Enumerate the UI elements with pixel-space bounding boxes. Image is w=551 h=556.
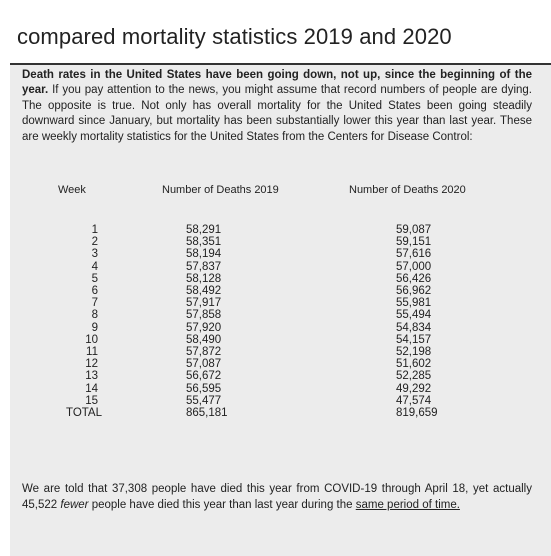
intro-body: If you pay attention to the news, you might assume that record numbers of people are dying. The opposite is true. Not only has overall mortality for the United States been going steadily downward since January, but mortality has been substantially lower this year than last year. These are weekly mortality statistics for the United States from the Centers for Disease Control:: [22, 84, 532, 143]
deaths-2020-cell: 56,426: [396, 272, 432, 285]
deaths-2019-cell: 57,837: [186, 260, 222, 273]
week-cell: 5: [91, 272, 98, 285]
deaths-2019-cell: 58,492: [186, 285, 222, 298]
deaths-2020-cell: 52,198: [396, 346, 432, 359]
conclusion-text-start: We are told that 37,308 people have died this year from COVID-19 through April 18, yet actually 45,522: [22, 483, 532, 511]
deaths-2019-cell: 58,194: [186, 248, 222, 261]
deaths-2020-cell: 49,292: [396, 382, 432, 395]
conclusion-emphasis: fewer: [60, 499, 89, 511]
deaths-2019-cell: 865,181: [186, 407, 228, 420]
deaths-2020-cell: 59,087: [396, 224, 432, 236]
deaths-2020-cell: 54,157: [396, 333, 432, 346]
deaths-2019-cell: 56,672: [186, 370, 222, 383]
deaths-2019-cell: 57,917: [186, 297, 222, 310]
week-cell: 8: [91, 309, 98, 322]
week-cell: 14: [85, 382, 98, 395]
deaths-2019-cell: 57,872: [186, 346, 222, 359]
week-cell: 11: [86, 346, 98, 359]
week-cell: TOTAL: [66, 407, 102, 420]
deaths-2019-cell: 58,128: [186, 272, 222, 285]
week-cell: 1: [91, 224, 98, 236]
week-cell: 7: [91, 297, 98, 310]
deaths-2019-cell: 57,858: [186, 309, 222, 322]
deaths-2020-cell: 55,981: [396, 297, 432, 310]
header-deaths-2020: Number of Deaths 2020: [349, 184, 466, 196]
intro-lead: Death rates in the United States have been going down, not up, since the beginning of the year.: [22, 69, 532, 97]
week-cell: 3: [91, 248, 98, 261]
deaths-2019-cell: 57,920: [186, 321, 222, 334]
week-cell: 6: [91, 285, 98, 298]
week-cell: 15: [85, 394, 98, 407]
week-cell: 10: [85, 333, 98, 346]
week-cell: 2: [91, 236, 98, 249]
deaths-2019-cell: 58,351: [186, 236, 222, 249]
article-clipping: [10, 65, 551, 556]
conclusion-paragraph: [22, 481, 532, 513]
deaths-2020-cell: 52,285: [396, 370, 432, 383]
conclusion-text-middle: people have died this year than last year during the: [88, 499, 356, 511]
week-cell: 12: [85, 358, 98, 371]
deaths-2020-cell: 59,151: [396, 236, 432, 249]
header-week: Week: [58, 184, 86, 196]
week-cell: 13: [85, 370, 98, 383]
deaths-2020-cell: 57,000: [396, 260, 432, 273]
week-cell: 9: [91, 321, 98, 334]
deaths-2019-cell: 58,490: [186, 333, 222, 346]
intro-paragraph: [22, 68, 532, 145]
header-deaths-2019: Number of Deaths 2019: [162, 184, 279, 196]
deaths-2020-column: [396, 224, 438, 419]
deaths-2020-cell: 57,616: [396, 248, 432, 261]
deaths-2020-cell: 56,962: [396, 285, 432, 298]
deaths-2019-cell: 57,087: [186, 358, 222, 371]
deaths-2020-cell: 47,574: [396, 394, 432, 407]
deaths-2020-cell: 55,494: [396, 309, 432, 322]
deaths-2019-cell: 56,595: [186, 382, 222, 395]
deaths-2019-cell: 55,477: [186, 394, 222, 407]
deaths-2019-cell: 58,291: [186, 224, 222, 236]
deaths-2020-cell: 54,834: [396, 321, 432, 334]
deaths-2020-cell: 51,602: [396, 358, 432, 371]
week-column: [56, 224, 102, 420]
deaths-2020-cell: 819,659: [396, 407, 438, 420]
page-title: compared mortality statistics 2019 and 2020: [17, 24, 452, 49]
week-cell: 4: [91, 260, 98, 273]
deaths-2019-column: [186, 224, 228, 419]
conclusion-text-underlined: same period of time.: [355, 499, 460, 511]
